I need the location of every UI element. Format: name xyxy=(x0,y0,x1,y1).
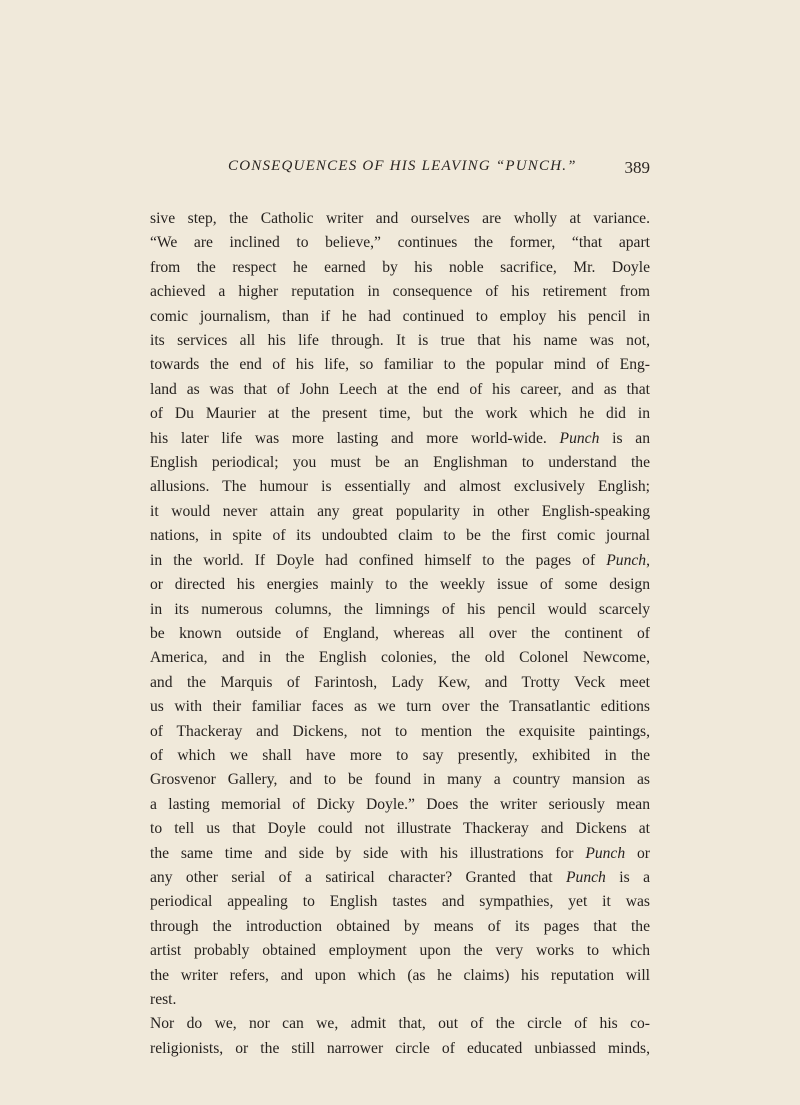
text-line: it would never attain any great popularity in other English-speaking xyxy=(150,502,650,520)
text-line: Nor do we, nor can we, admit that, out of the circle of his co- xyxy=(150,1015,650,1033)
text-line: in its numerous columns, the limnings of his pencil would scarcely xyxy=(150,600,650,618)
periodical-title: Punch xyxy=(606,551,647,569)
text-line: sive step, the Catholic writer and ourselves are wholly at variance. xyxy=(150,210,650,227)
text-line: nations, in spite of its undoubted claim to be the first comic journal xyxy=(150,527,650,545)
text-line: English periodical; you must be an Englishman to understand the xyxy=(150,454,650,472)
periodical-title: Punch xyxy=(566,868,606,886)
text-line: from the respect he earned by his noble sacrifice, Mr. Doyle xyxy=(150,258,650,276)
text-line: a lasting memorial of Dicky Doyle.” Does the writer seriously mean xyxy=(150,795,650,813)
text-line: America, and in the English colonies, the old Colonel Newcome, xyxy=(150,649,650,667)
periodical-title: Punch xyxy=(585,844,626,862)
text-line: periodical appealing to English tastes and sympathies, yet it was xyxy=(150,893,650,911)
text-line-paragraph-end: rest. xyxy=(150,991,177,1008)
text-line: of which we shall have more to say presently, exhibited in the xyxy=(150,746,650,764)
text-line: and the Marquis of Farintosh, Lady Kew, and Trotty Veck meet xyxy=(150,673,650,691)
text-line: the writer refers, and upon which (as he claims) his reputation will xyxy=(150,966,650,984)
text-line: to tell us that Doyle could not illustrate Thackeray and Dickens at xyxy=(150,820,650,838)
text-line: land as was that of John Leech at the end of his career, and as that xyxy=(150,380,650,398)
text-line: “We are inclined to believe,” continues the former, “that apart xyxy=(150,234,650,252)
text-line: comic journalism, than if he had continued to employ his pencil in xyxy=(150,307,650,325)
body-text xyxy=(150,207,650,1061)
text-line: of Thackeray and Dickens, not to mention the exquisite paintings, xyxy=(150,722,650,740)
text-line: allusions. The humour is essentially and almost exclusively English; xyxy=(150,478,650,496)
text-line: the same time and side by side with his illustrations for Punch or xyxy=(150,844,650,862)
text-line: religionists, or the still narrower circle of educated unbiassed minds, xyxy=(150,1039,650,1057)
periodical-title: Punch xyxy=(559,429,600,447)
chapter-title: CONSEQUENCES OF HIS LEAVING “PUNCH.” xyxy=(228,158,577,174)
text-line: of Du Maurier at the present time, but the work which he did in xyxy=(150,405,650,423)
text-line: or directed his energies mainly to the weekly issue of some design xyxy=(150,576,650,594)
text-line: in the world. If Doyle had confined himself to the pages of Punch, xyxy=(150,551,650,569)
text-line: Grosvenor Gallery, and to be found in many a country mansion as xyxy=(150,771,650,789)
text-line: any other serial of a satirical character? Granted that Punch is a xyxy=(150,868,650,886)
page-number: 389 xyxy=(624,158,650,177)
text-line: his later life was more lasting and more world-wide. Punch is an xyxy=(150,429,650,447)
text-line: achieved a higher reputation in consequence of his retirement from xyxy=(150,283,650,301)
text-line: be known outside of England, whereas all over the continent of xyxy=(150,624,650,642)
text-line: its services all his life through. It is true that his name was not, xyxy=(150,332,650,350)
text-line: us with their familiar faces as we turn over the Transatlantic editions xyxy=(150,698,650,716)
text-line: artist probably obtained employment upon the very works to which xyxy=(150,942,650,960)
text-line: towards the end of his life, so familiar to the popular mind of Eng- xyxy=(150,356,650,374)
text-line: through the introduction obtained by means of its pages that the xyxy=(150,917,650,935)
running-header xyxy=(150,150,650,186)
